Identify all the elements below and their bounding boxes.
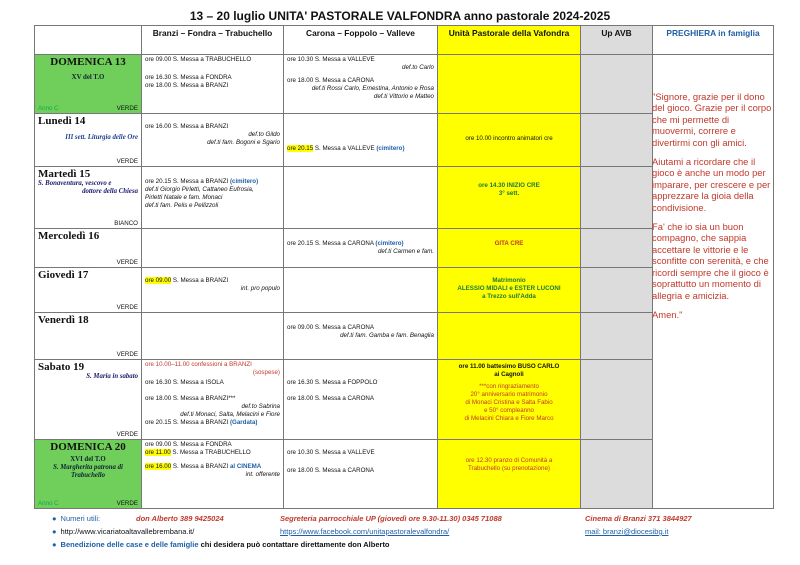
carona-cell [284,360,438,440]
day-name: DOMENICA 20 [50,441,126,453]
bullet-icon: ● [52,514,57,523]
event-line: ore 18.00 S. Messa a CARONA [287,77,375,84]
header-day [35,26,142,55]
day-name: Giovedì 17 [38,269,89,281]
prayer-paragraph: Fa' che io sia un buon compagno, che sappia accettare le vittorie e le sconfitte con serenità, e che ricordi sempre che il gioco è soprattutto un momento di allegria e amicizia. [652,221,769,301]
day-year: Anno C [38,500,59,507]
anniversary-note: 20° anniversario matrimonio [470,391,548,398]
up-event: 3° sett. [498,190,520,197]
day-cell [35,268,142,313]
up-event: Matrimonio [492,277,526,284]
day-subtitle: Trabuchello [70,472,106,479]
up-avb-cell [581,114,653,167]
event-line: ore 16.30 S. Messa a FOPPOLO [287,379,378,386]
liturgical-color: VERDE [116,105,138,112]
header-up-valfondra: Unità Pastorale della Vafondra [438,26,581,55]
up-event: a Trezzo sull'Adda [482,293,536,300]
day-cell [35,114,142,167]
intention-line: def.to Sabrina [241,403,280,410]
location-note: (cimitero) [375,240,404,247]
header-preghiera: PREGHIERA in famiglia [653,26,774,55]
footer-benedizione [52,539,390,550]
location-note: (cimitero) [376,145,405,152]
location-note: al CINEMA [229,463,262,470]
event-line: ore 09.00 S. Messa a FONDRA [145,441,232,448]
benedizione-text: chi desidera può contattare direttamente don Alberto [198,540,390,549]
day-name: Martedì 15 [38,168,91,180]
event-line: ore 10.30 S. Messa a VALLEVE [287,56,375,63]
day-subtitle: XVI del T.O [70,456,106,463]
intention-line: def.to Gildo [248,131,280,138]
up-avb-cell [581,440,653,509]
day-subtitle: S. Margherita patrona di [53,464,123,471]
day-name: Sabato 19 [38,361,85,373]
event-text: S. Messa a BRANZI [171,463,230,470]
header-row [35,26,774,55]
intention-line: int. offerente [245,471,280,478]
confession-note: (sospese) [252,369,280,376]
header-branzi: Branzi – Fondra – Trabuchello [142,26,284,55]
up-event: ore 14.30 INIZIO CRE [478,182,540,189]
day-name: Mercoledì 16 [38,230,100,242]
up-valfondra-cell [438,440,581,509]
benedizione-label: Benedizione delle case e delle famiglie [60,540,199,549]
up-valfondra-cell [438,360,581,440]
facebook-link[interactable]: https://www.facebook.com/unitapastoralevalfondra/ [280,527,450,536]
event-text: S. Messa a BRANZI [171,277,229,284]
day-subtitle: XV del T.O [71,74,105,81]
branzi-cell [142,229,284,268]
bullet-icon: ● [52,527,57,536]
up-event: ore 12.30 pranzo di Comunità a [465,457,553,464]
event-line: ore 16.30 S. Messa a FONDRA [145,74,232,81]
event-line: ore 10.30 S. Messa a VALLEVE [287,449,375,456]
branzi-cell [142,360,284,440]
liturgical-color: VERDE [116,259,138,266]
day-cell [35,55,142,114]
carona-cell [284,313,438,360]
day-year: Anno C [38,105,59,112]
intention-line: def.ti fam. Gamba e fam. Benaglia [340,332,434,339]
header-up-avb: Up AVB [581,26,653,55]
intention-line: def.ti Monaci, Salta, Melacini e Fiore [180,411,280,418]
day-cell [35,360,142,440]
liturgical-color: BIANCO [114,220,138,227]
liturgical-color: VERDE [116,158,138,165]
liturgical-color: VERDE [116,351,138,358]
day-subtitle: S. Maria in sabato [86,373,138,380]
intention-line: def.ti fam. Pelis e Pellizzoli [145,202,219,209]
event-line: ore 16.30 S. Messa a ISOLA [145,379,224,386]
event-line: ore 18.00 S. Messa a BRANZI [145,82,229,89]
up-event: GITA CRE [494,240,524,247]
day-name: DOMENICA 13 [50,56,126,68]
up-valfondra-cell [438,313,581,360]
branzi-cell [142,167,284,229]
carona-cell [284,114,438,167]
anniversary-note: ***con ringraziamento [479,383,539,390]
event-line: ore 16.00 S. Messa a BRANZI [145,123,229,130]
intention-line: int. pro populo [240,285,280,292]
up-avb-cell [581,229,653,268]
time-highlight: ore 20.15 [287,145,314,152]
carona-cell [284,167,438,229]
anniversary-note: e 50° compleanno [484,407,534,414]
bullet-icon: ● [52,540,57,549]
phone-alberto: don Alberto 389 9425024 [136,514,224,523]
event-text: ore 20.15 S. Messa a BRANZI [145,419,230,426]
intention-line: Pirletti Natale e fam. Monaci [145,194,223,201]
up-avb-cell [581,268,653,313]
up-event: ai Cagnoli [494,371,524,378]
time-highlight: ore 16.00 [145,463,172,470]
up-valfondra-cell [438,114,581,167]
day-subtitle: III sett. Liturgia delle Ore [65,134,138,141]
up-valfondra-cell [438,229,581,268]
event-text: S. Messa a TRABUCHELLO [170,449,251,456]
carona-cell [284,229,438,268]
prayer-paragraph: Amen." [652,308,683,320]
carona-cell [284,55,438,114]
up-avb-cell [581,167,653,229]
event-line: ore 09.00 S. Messa a TRABUCHELLO [145,56,252,63]
branzi-cell [142,55,284,114]
intention-line: def.ti Carmen e fam. [377,248,434,255]
intention-line: def.ti Giorgio Pirletti, Cattaneo Eufrosia, [145,186,254,193]
mail-link[interactable]: mail: branzi@diocesibg.it [585,527,669,536]
liturgical-color: VERDE [116,431,138,438]
intention-line: def.to Carlo [402,64,434,71]
up-event: ALESSIO MIDALI e ESTER LUCONI [457,285,561,292]
location-note: (cimitero) [229,178,259,185]
day-cell [35,313,142,360]
branzi-cell [142,114,284,167]
time-highlight: ore 11.00 [145,449,171,456]
prayer-paragraph: "Signore, grazie per il dono del gioco. Grazie per il corpo che mi permette di muovermi, correre e divertirmi con gli amici. [652,91,772,148]
up-valfondra-cell [438,55,581,114]
event-text: ore 20.15 S. Messa a BRANZI [145,178,230,185]
phone-segreteria: Segreteria parrocchiale UP (giovedì ore 9.30-11.30) 0345 71088 [280,514,502,523]
event-line [145,387,280,395]
up-event: ore 10.00 incontro animatori cre [465,135,553,142]
event-text: ore 20.15 S. Messa a CARONA [287,240,376,247]
prayer-text [652,91,772,328]
anniversary-note: di Monaci Cristina e Salta Fabio [465,399,553,406]
liturgical-color: VERDE [116,500,138,507]
day-name: Lunedì 14 [38,115,86,127]
intention-line: def.ti fam. Bogoni e Sgario [207,139,280,146]
branzi-cell [142,268,284,313]
intention-line: def.ti Vittorio e Matteo [373,93,434,100]
up-valfondra-cell [438,167,581,229]
up-avb-cell [581,360,653,440]
day-subtitle: S. Bonaventura, vescovo e [38,180,112,187]
header-carona: Carona – Foppolo – Valleve [284,26,438,55]
day-cell [35,167,142,229]
liturgical-color: VERDE [116,304,138,311]
day-subtitle: dottore della Chiesa [82,188,138,195]
numbers-label: Numeri utili: [60,514,101,523]
up-event: Trabuchello (su prenotazione) [468,465,550,472]
up-avb-cell [581,313,653,360]
branzi-cell [142,313,284,360]
day-name: Venerdì 18 [38,314,89,326]
up-event: ore 11.00 battesimo BUSO CARLO [458,363,560,370]
branzi-cell [142,440,284,509]
day-cell [35,229,142,268]
prayer-paragraph: Aiutami a ricordare che il gioco è anche un modo per imparare, per crescere e per apprezzare la gioia della condivisione. [652,156,771,213]
confession-line: ore 10.00–11.00 confessioni a BRANZI [145,361,252,368]
event-line: ore 18.00 S. Messa a BRANZI*** [145,395,236,402]
day-cell [35,440,142,509]
event-line: ore 18.00 S. Messa a CARONA [287,467,375,474]
intention-line: def.ti Rossi Carlo, Ernestina, Antonio e Rosa [311,85,434,92]
page-title: 13 – 20 luglio UNITA' PASTORALE VALFONDRA anno pastorale 2024-2025 [189,9,611,23]
carona-cell [284,268,438,313]
event-line: ore 09.00 S. Messa a CARONA [287,324,375,331]
footer-site [52,526,194,537]
time-highlight: ore 09.00 [145,277,172,284]
event-line: ore 18.00 S. Messa a CARONA [287,395,375,402]
phone-cinema: Cinema di Branzi 371 3844927 [585,514,692,523]
carona-cell [284,440,438,509]
location-note: (Gardata) [229,419,258,426]
event-line [145,64,280,72]
up-avb-cell [581,55,653,114]
vicariato-link[interactable]: http://www.vicariatoaltavallebrembana.it/ [60,527,195,536]
event-text: S. Messa a VALLEVE [313,145,377,152]
anniversary-note: di Melacini Chiara e Fiore Marco [464,415,554,422]
up-valfondra-cell [438,268,581,313]
footer-numbers [52,513,100,524]
